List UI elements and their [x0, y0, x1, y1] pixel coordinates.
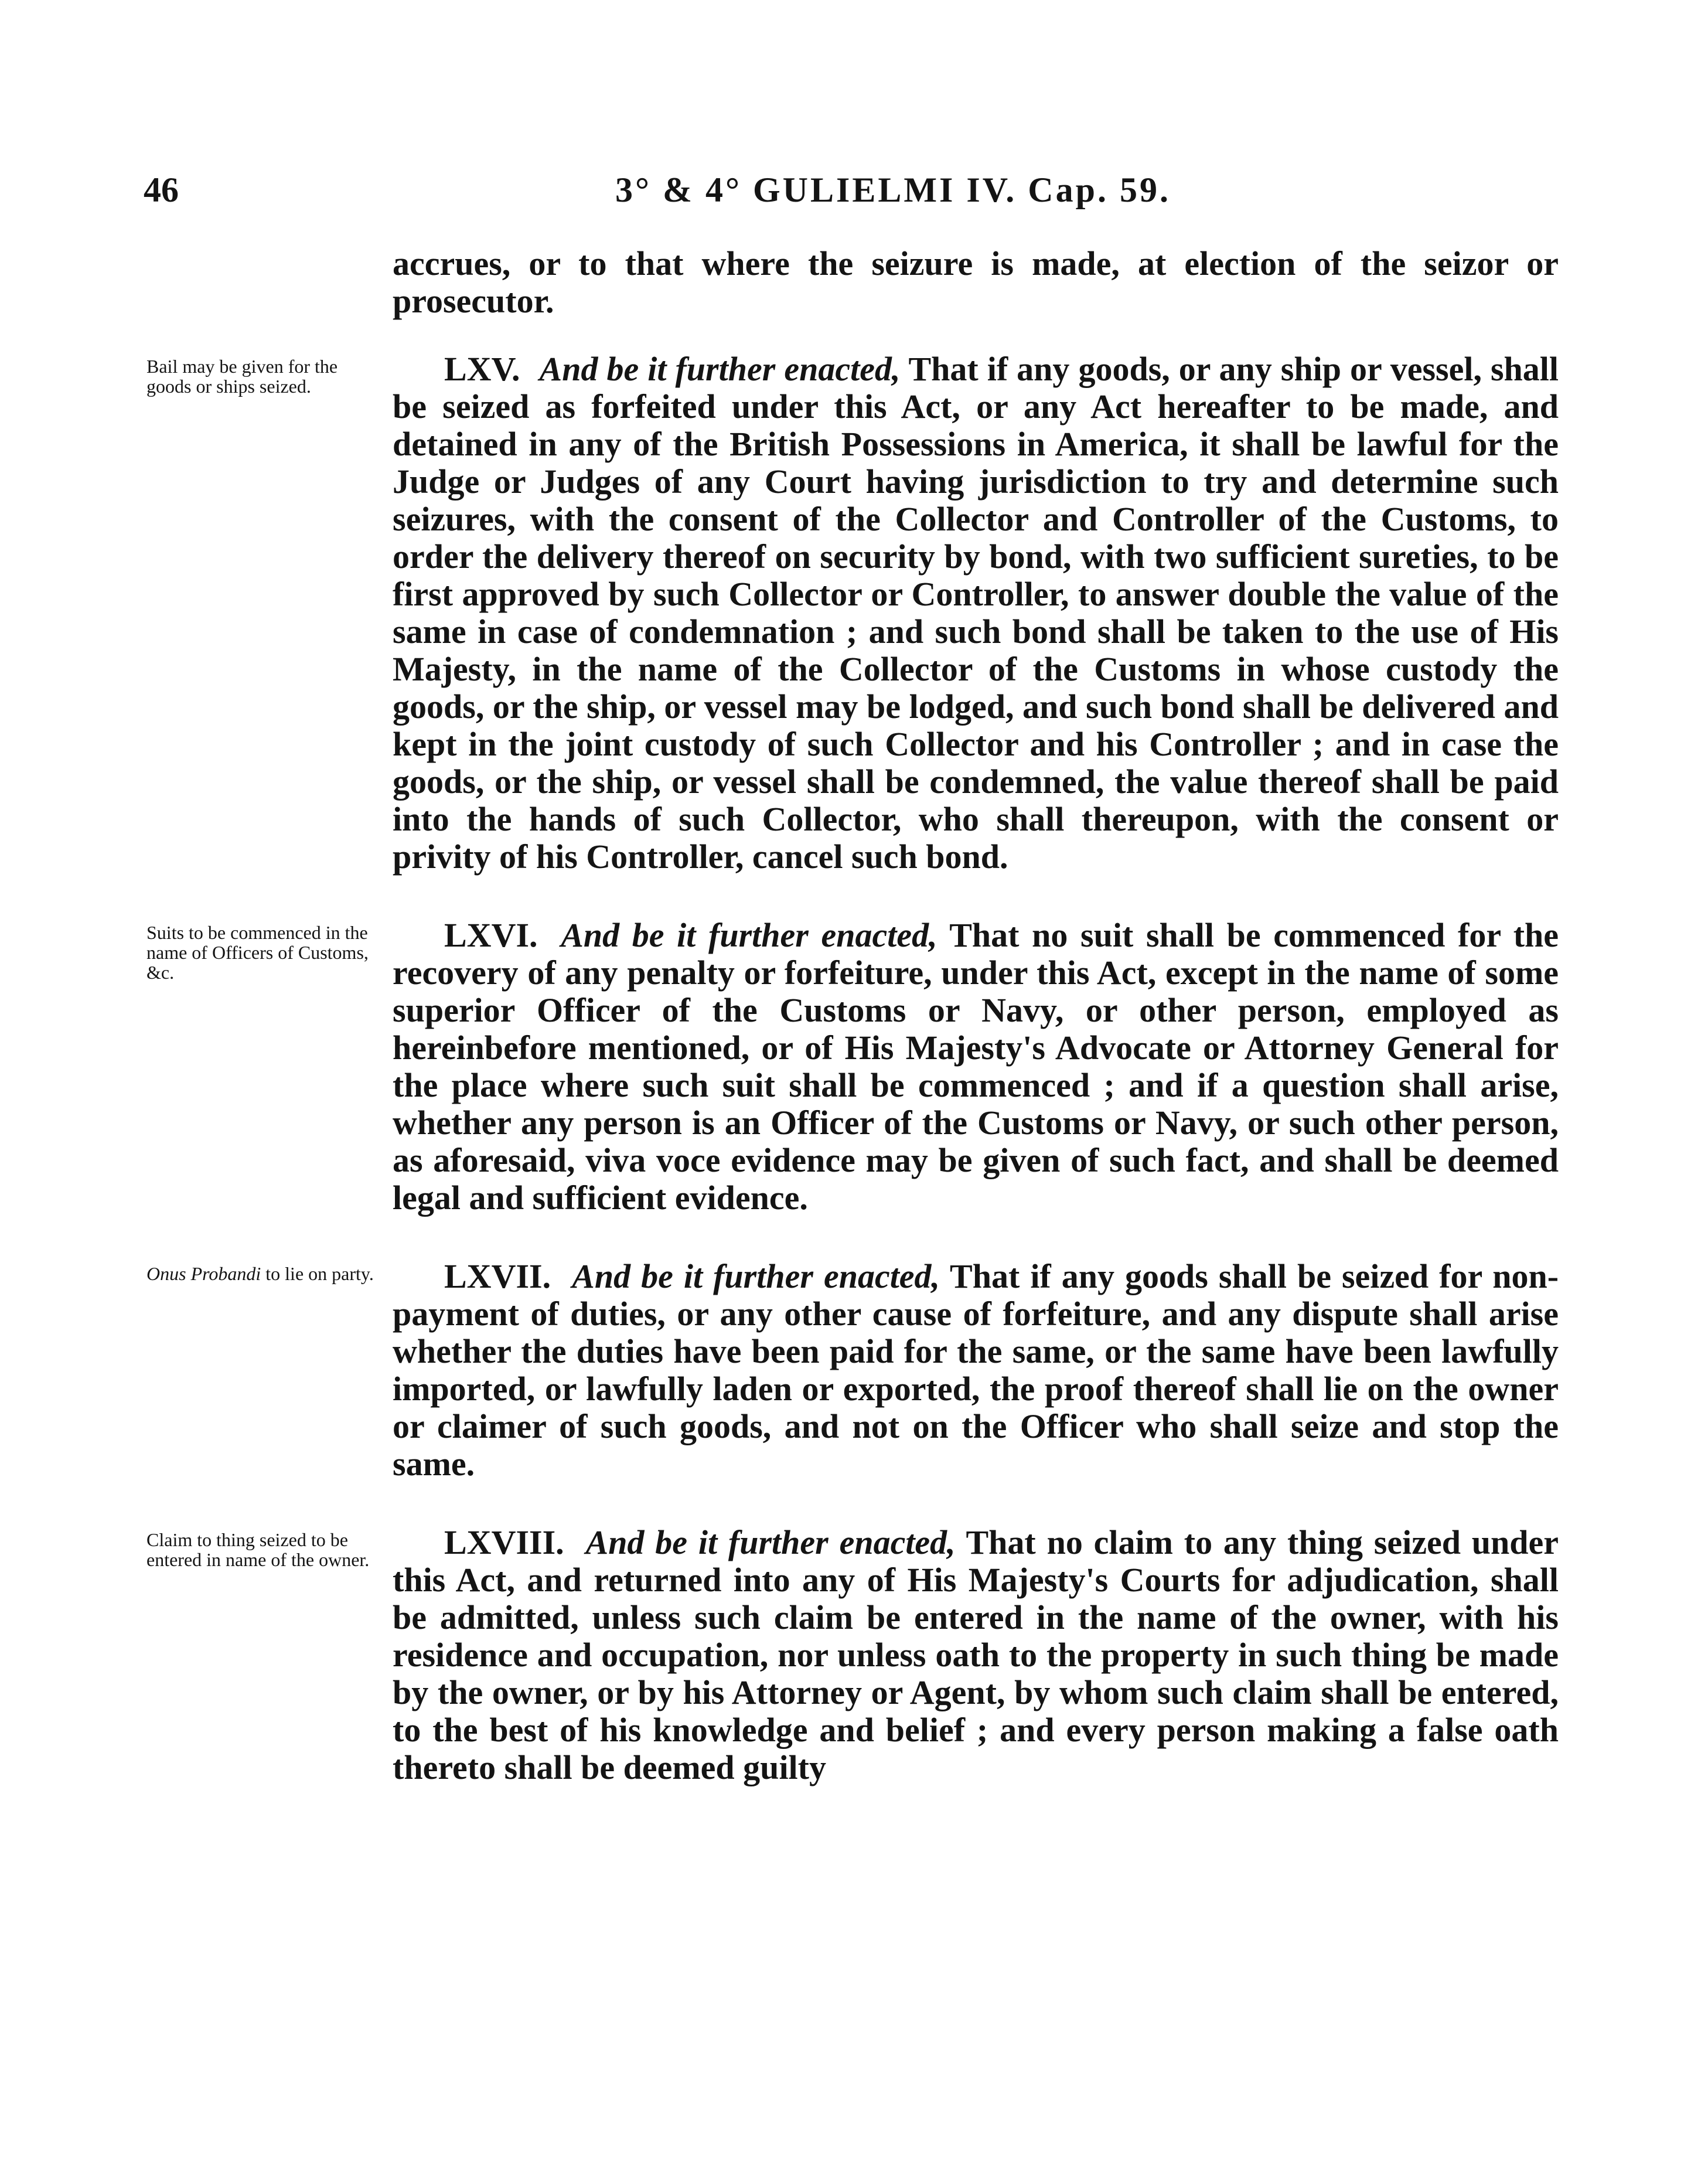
section-body: That no suit shall be commenced for the recovery of any penalty or forfeiture, under this Act, except in the name of some superior Officer of the Customs or Navy, or other person, employed as hereinbefore mentioned, or of His Majesty's Advocate or Attorney General for the place where such suit shall be commenced ; and if a question shall arise, whether any person is an Officer of the Customs or Navy, or such other person, as aforesaid, viva voce evidence may be given of such fact, and shall be deemed legal and sufficient evidence. — [393, 916, 1559, 1217]
margin-note: Bail may be given for the goods or ships seized. — [146, 356, 338, 397]
intro-paragraph: accrues, or to that where the seizure is made, at election of the seizor or prosecutor. — [393, 244, 1559, 320]
section-paragraph — [393, 350, 1559, 876]
section-body: That if any goods shall be seized for non-payment of duties, or any other cause of forfeiture, and any dispute shall arise whether the duties have been paid for the same, or the same have been lawfully imported, or lawfully laden or exported, the proof thereof shall lie on the owner or claimer of such goods, and not on the Officer who shall seize and stop the same. — [393, 1257, 1559, 1483]
margin-note-italic: Onus Probandi — [146, 1263, 261, 1284]
section-lxviii — [146, 1523, 1559, 1786]
margin-note — [146, 1264, 387, 1284]
section-number: LXVII. — [444, 1257, 551, 1295]
page-number: 46 — [144, 171, 179, 209]
section-paragraph — [393, 1524, 1559, 1786]
sections-container — [146, 350, 1559, 1786]
section-number: LXV. — [444, 350, 520, 388]
page-header — [0, 170, 1708, 223]
running-title: 3° & 4° GULIELMI IV. Cap. 59. — [615, 171, 1171, 209]
section-lxvi — [146, 916, 1559, 1217]
section-lxv — [146, 350, 1559, 876]
section-lxvii — [146, 1257, 1559, 1483]
section-paragraph — [393, 1258, 1559, 1483]
enacting-clause: And be it further enacted, — [585, 1523, 956, 1561]
enacting-clause: And be it further enacted, — [561, 916, 937, 954]
margin-note: Suits to be commenced in the name of Officers of Customs, &c. — [146, 922, 369, 983]
section-paragraph — [393, 917, 1559, 1217]
enacting-clause: And be it further enacted, — [572, 1257, 940, 1295]
enacting-clause: And be it further enacted, — [539, 350, 901, 388]
section-number: LXVIII. — [444, 1523, 564, 1561]
margin-note-rest: to lie on party. — [265, 1263, 374, 1284]
margin-note: Claim to thing seized to be entered in name of the owner. — [146, 1529, 370, 1570]
section-number: LXVI. — [444, 916, 538, 954]
section-body: That if any goods, or any ship or vessel, shall be seized as forfeited under this Act, or any Act hereafter to be made, and detained in any of the British Possessions in America, it shall be lawful for the Judge or Judges of any Court having jurisdiction to try and determine such seizures, with the consent of the Collector and Controller of the Customs, to order the delivery thereof on security by bond, with two sufficient sureties, to be first approved by such Collector or Controller, to answer double the value of the same in case of condemnation ; and such bond shall be taken to the use of His Majesty, in the name of the Collector of the Customs in whose custody the goods, or the ship, or vessel may be lodged, and such bond shall be delivered and kept in the joint custody of such Collector and his Controller ; and in case the goods, or the ship, or vessel shall be condemned, the value thereof shall be paid into the hands of such Collector, who shall thereupon, with the consent or privity of his Controller, cancel such bond. — [393, 350, 1559, 876]
section-body: That no claim to any thing seized under this Act, and returned into any of His Majesty's Courts for adjudication, shall be admitted, unless such claim be entered in the name of the owner, with his residence and occupation, nor unless oath to the property in such thing be made by the owner, or by his Attorney or Agent, by whom such claim shall be entered, to the best of his knowledge and belief ; and every person making a false oath thereto shall be deemed guilty — [393, 1523, 1559, 1786]
